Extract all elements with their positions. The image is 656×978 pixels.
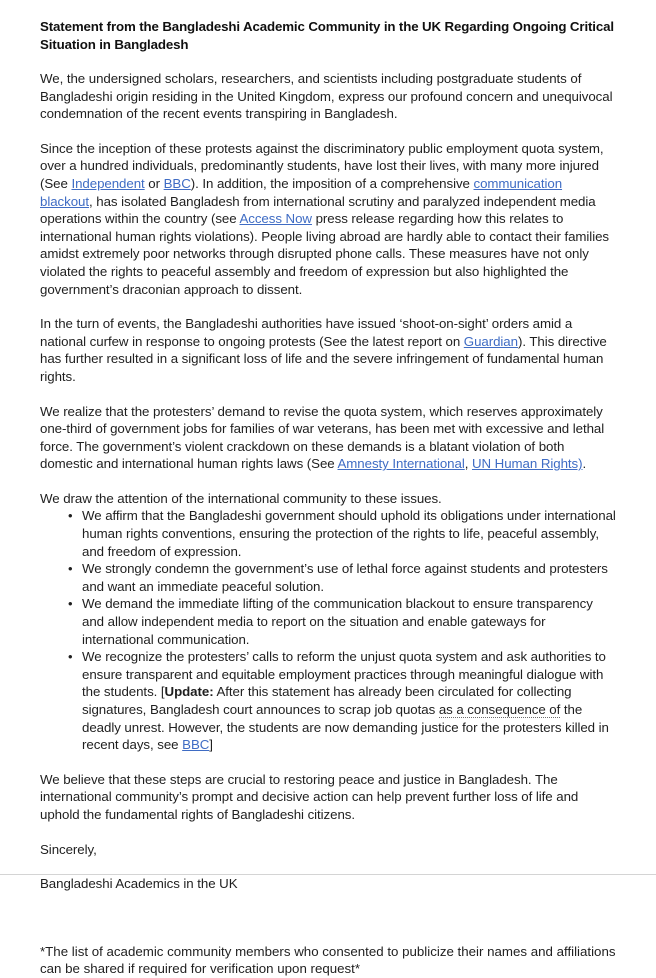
list-item: • We demand the immediate lifting of the communication blackout to ensure transparency and allow independent media to report on the situation and enable gateways for international communication. (40, 595, 616, 648)
demands-list (40, 507, 616, 753)
text-segment: ] (209, 737, 213, 753)
signoff: Sincerely, (40, 841, 97, 857)
text-segment: ). This directive has further resulted in a significant loss of life and the severe infringement of fundamental human rights. (40, 333, 607, 384)
link-amnesty-international[interactable]: Amnesty International (337, 456, 465, 472)
paragraph-quota (40, 403, 616, 473)
text-segment: After this statement has already been circulated for collecting signatures, Bangladesh court announces to scrap job quotas (82, 684, 572, 717)
text-segment: the deadly unrest. However, the students are now demanding justice for the protesters killed in recent days, see (82, 702, 609, 753)
text-segment: In the turn of events, the Bangladeshi authorities have issued ‘shoot-on-sight’ orders amid a national curfew in response to ongoing protests (See the latest report on (40, 316, 573, 349)
spacer (40, 53, 616, 70)
link-bbc[interactable]: BBC (163, 175, 191, 191)
spacer (40, 473, 616, 490)
text-segment: , has isolated Bangladesh from international scrutiny and paralyzed independent media operations within the country (see (40, 193, 596, 227)
signature: Bangladeshi Academics in the UK (40, 876, 238, 892)
text-segment: , (464, 456, 472, 472)
link-un-human-rights[interactable]: UN Human Rights) (471, 456, 583, 472)
spacer (40, 386, 616, 403)
paragraph-protests (40, 140, 616, 298)
list-intro: We draw the attention of the international community to these issues. (40, 490, 442, 506)
paragraph-closing: We believe that these steps are crucial to restoring peace and justice in Bangladesh. The international community’s prompt and decisive action can help prevent further loss of life and uphold the fundamental rights of Bangladeshi citizens. (40, 771, 579, 822)
spacer (40, 893, 616, 910)
text-segment: Since the inception of these protests against the discriminatory public employment quota system, over a hundred individuals, predominantly students, have lost their lives, with many more injured (See (40, 140, 604, 191)
text-segment: We realize that the protesters’ demand to revise the quota system, which reserves approximately one-third of government jobs for families of war veterans, has been met with excessive and lethal force. The government’s violent crackdown on these demands is a blatant violation of both domestic and international human rights laws (See (40, 403, 605, 472)
spacer (40, 927, 616, 943)
spacer (40, 910, 616, 927)
page-title: Statement from the Bangladeshi Academic Community in the UK Regarding Ongoing Critical Situation in Bangladesh (40, 19, 614, 52)
text-segment: We recognize the protesters’ calls to reform the unjust quota system and ask authorities to ensure transparent and equitable employment practices through meaningful dialogue with the students. [ (82, 649, 606, 700)
spacer (40, 123, 616, 140)
text-segment: . (582, 456, 587, 472)
update-label: Update: (164, 684, 214, 700)
link-access-now[interactable]: Access Now (239, 211, 312, 227)
spacer (40, 858, 616, 875)
text-segment: ). In addition, the imposition of a comprehensive (190, 175, 474, 191)
spacer (40, 824, 616, 841)
page-divider (0, 874, 656, 875)
grammar-flagged-phrase: as a consequence of (438, 702, 561, 717)
link-bbc-update[interactable]: BBC (182, 737, 210, 753)
footnote: *The list of academic community members who consented to publicize their names and affiliations can be shared if required for verification upon request* (40, 943, 616, 977)
link-communication-blackout[interactable]: communication blackout (40, 175, 563, 209)
spacer (40, 754, 616, 771)
list-item: • We affirm that the Bangladeshi government should uphold its obligations under international human rights conventions, ensuring the protection of the rights to life, peaceful assembly, and freedom of expression. (40, 507, 616, 560)
link-guardian[interactable]: Guardian (463, 333, 518, 349)
paragraph-intro: We, the undersigned scholars, researchers, and scientists including postgraduate students of Bangladeshi origin residing in the United Kingdom, express our profound concern and unequivocal condemnation of the recent events transpiring in Bangladesh. (40, 71, 613, 122)
list-item-with-update (40, 648, 616, 754)
text-segment: press release regarding how this relates to international human rights violations). People living abroad are hardly able to contact their families amidst extremely poor networks through disrupted phone calls. These measures have not only violated the rights to peaceful assembly and freedom of expression but also highlighted the government’s draconian approach to dissent. (40, 211, 609, 297)
list-item: • We strongly condemn the government’s use of lethal force against students and protesters and want an immediate peaceful solution. (40, 560, 616, 595)
spacer (40, 298, 616, 315)
text-segment: or (144, 175, 164, 191)
link-independent[interactable]: Independent (71, 175, 145, 191)
paragraph-curfew (40, 315, 616, 385)
